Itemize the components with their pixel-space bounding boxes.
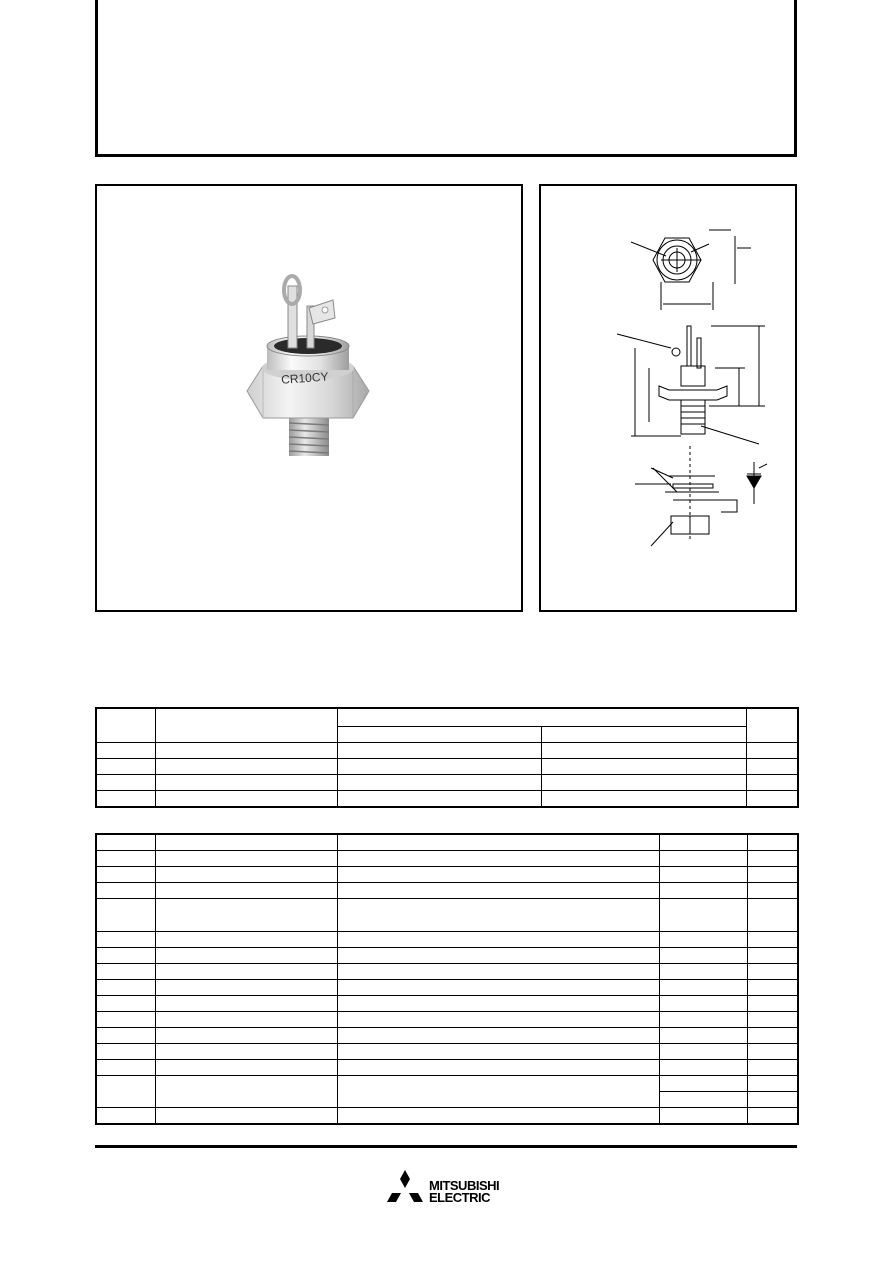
table-row [96,1108,798,1125]
table-row [96,996,798,1012]
table-row [96,948,798,964]
table-row [96,790,798,807]
table-row [96,980,798,996]
table-row [96,899,798,932]
three-diamonds-icon [385,1170,425,1206]
table-row [96,851,798,867]
brand-line-2: ELECTRIC [429,1190,490,1205]
table-row [96,1044,798,1060]
table-row [96,708,798,726]
table-row [96,883,798,899]
table-row [96,1076,798,1092]
table-row [96,834,798,851]
table-row [96,742,798,758]
table-row [96,1012,798,1028]
brand-logo [385,1170,510,1208]
characteristics-table [95,833,799,1125]
table-row [96,1028,798,1044]
body-marking: CR10CY [280,369,329,387]
table-row [96,964,798,980]
outline-drawing-frame [539,184,797,612]
product-photo-frame [95,184,523,612]
brand-line-1: MITSUBISHI [429,1178,500,1193]
ratings-table [95,707,799,808]
table-row [96,774,798,790]
thyristor-photo [97,186,521,610]
table-row [96,867,798,883]
table-row [96,1060,798,1076]
outline-drawing [541,186,795,610]
table-row [96,932,798,948]
header-frame [95,0,797,157]
footer-rule [95,1145,797,1148]
table-row [96,758,798,774]
